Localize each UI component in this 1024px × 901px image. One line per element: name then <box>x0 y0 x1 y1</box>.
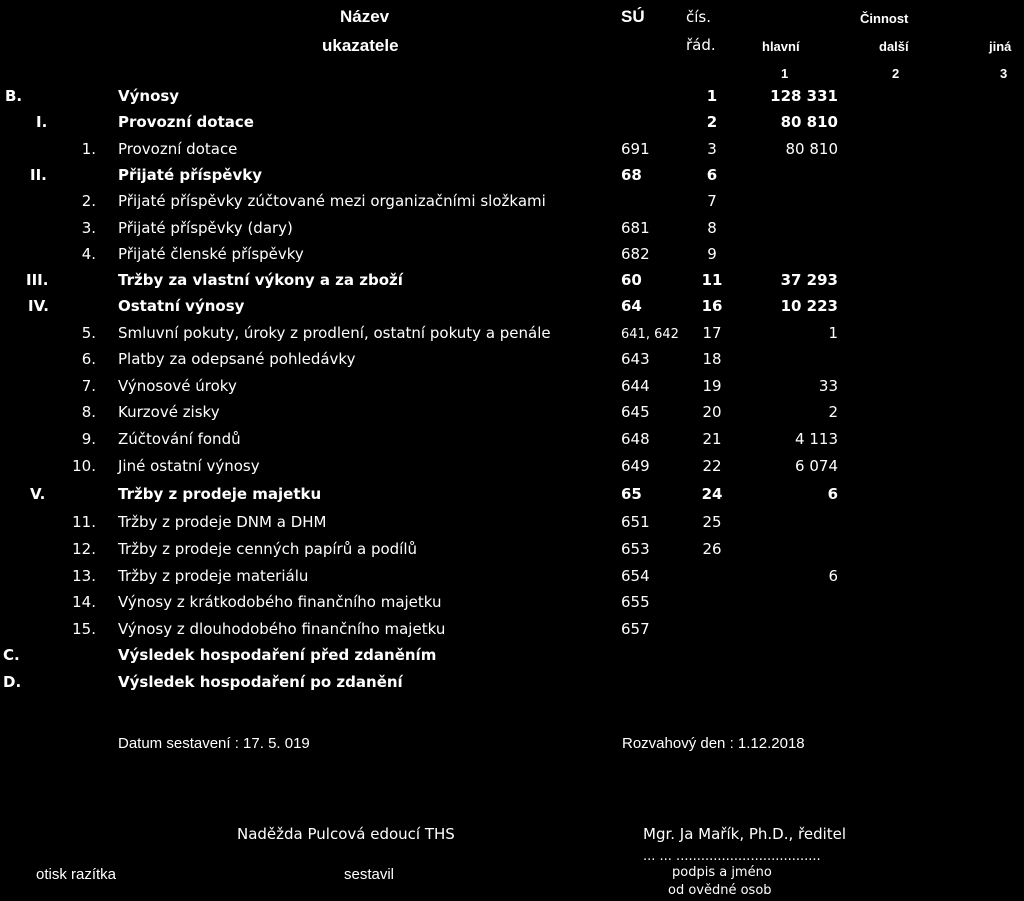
row-label: Výnosy z krátkodobého finančního majetku <box>118 593 442 611</box>
row-number: 15. <box>72 620 96 638</box>
row-su: 64 <box>621 297 642 315</box>
row-section-mark: V. <box>30 485 46 503</box>
row-su: 65 <box>621 485 642 503</box>
row-hlavni-value: 6 <box>827 485 838 503</box>
row-su: 653 <box>621 540 650 558</box>
row-number: 13. <box>72 567 96 585</box>
row-number: 2. <box>81 192 96 210</box>
otisk-razitka: otisk razítka <box>36 866 117 883</box>
podpis-label: podpis a jméno <box>672 865 772 880</box>
row-su: 682 <box>621 245 650 263</box>
row-su: 643 <box>621 350 650 368</box>
row-label: Kurzové zisky <box>118 403 220 421</box>
row-number: 10. <box>72 457 96 475</box>
row-su: 649 <box>621 457 650 475</box>
signature-dots: ... ... ................................... <box>643 849 821 864</box>
row-section-mark: I. <box>36 113 48 131</box>
row-rad: 25 <box>702 513 722 531</box>
row-number: 14. <box>72 593 96 611</box>
row-hlavni-value: 6 <box>828 567 838 585</box>
row-number: 5. <box>81 324 96 342</box>
header-rad: řád. <box>686 36 716 54</box>
header-su: SÚ <box>621 7 645 26</box>
row-label: Ostatní výnosy <box>118 297 245 315</box>
row-hlavni-value: 10 223 <box>780 297 838 315</box>
odpovedne-osoby-label: od ovědné osob <box>668 883 772 898</box>
row-rad: 20 <box>702 403 722 421</box>
row-hlavni-value: 1 <box>828 324 838 342</box>
row-label: Výsledek hospodaření před zdaněním <box>118 646 437 664</box>
row-label: Tržby z prodeje DNM a DHM <box>118 513 327 531</box>
row-number: 9. <box>81 430 96 448</box>
row-number: 11. <box>72 513 96 531</box>
row-label: Výsledek hospodaření po zdanění <box>118 673 403 691</box>
row-rad: 11 <box>701 271 723 289</box>
row-label: Přijaté členské příspěvky <box>118 245 304 263</box>
row-hlavni-value: 4 113 <box>795 430 838 448</box>
row-label: Tržby z prodeje materiálu <box>118 567 309 585</box>
row-su: 648 <box>621 430 650 448</box>
header-cinnost: Činnost <box>860 11 909 26</box>
row-number: 7. <box>81 377 96 395</box>
rozvahovy-den: Rozvahový den : 1.12.2018 <box>622 735 805 752</box>
row-su: 655 <box>621 593 650 611</box>
row-section-mark: IV. <box>28 297 49 315</box>
row-label: Provozní dotace <box>118 113 254 131</box>
row-label: Výnosy <box>118 87 180 105</box>
row-rad: 16 <box>701 297 723 315</box>
row-section-mark: B. <box>5 87 23 105</box>
row-label: Jiné ostatní výnosy <box>118 457 260 475</box>
datum-sestaveni: Datum sestavení : 17. 5. 019 <box>118 735 310 752</box>
row-rad: 24 <box>701 485 723 503</box>
row-rad: 22 <box>702 457 722 475</box>
row-hlavni-value: 37 293 <box>780 271 838 289</box>
row-hlavni-value: 33 <box>818 377 838 395</box>
row-su: 651 <box>621 513 650 531</box>
row-label: Přijaté příspěvky (dary) <box>118 219 293 237</box>
header-dalsi: další <box>879 39 909 54</box>
row-hlavni-value: 2 <box>828 403 838 421</box>
row-label: Výnosové úroky <box>118 377 237 395</box>
row-hlavni-value: 128 331 <box>770 87 838 105</box>
row-label: Tržby za vlastní výkony a za zboží <box>118 271 403 289</box>
row-number: 1. <box>81 140 96 158</box>
row-rad: 18 <box>702 350 722 368</box>
row-number: 3. <box>81 219 96 237</box>
row-section-mark: III. <box>26 271 49 289</box>
row-rad: 21 <box>702 430 722 448</box>
row-su: 645 <box>621 403 650 421</box>
row-su: 681 <box>621 219 650 237</box>
row-rad: 8 <box>707 219 717 237</box>
reditel-name: Mgr. Ja Mařík, Ph.D., ředitel <box>643 825 847 843</box>
row-number: 12. <box>72 540 96 558</box>
row-rad: 2 <box>706 113 718 131</box>
row-hlavni-value: 80 810 <box>780 113 838 131</box>
header-jina: jiná <box>989 39 1012 54</box>
row-su: 657 <box>621 620 650 638</box>
row-su: 654 <box>621 567 650 585</box>
row-label: Tržby z prodeje cenných papírů a podílů <box>118 540 418 558</box>
header-cis: čís. <box>686 8 711 26</box>
row-rad: 19 <box>702 377 722 395</box>
row-section-mark: D. <box>3 673 22 691</box>
header-nazev: Název <box>340 7 390 26</box>
sestavil-label: sestavil <box>344 866 395 883</box>
row-label: Přijaté příspěvky zúčtované mezi organizačními složkami <box>118 192 546 210</box>
row-rad: 6 <box>706 166 718 184</box>
row-rad: 7 <box>707 192 717 210</box>
header-col2: 2 <box>892 66 900 81</box>
row-section-mark: C. <box>3 646 20 664</box>
row-number: 6. <box>81 350 96 368</box>
row-label: Tržby z prodeje majetku <box>118 485 322 503</box>
row-label: Provozní dotace <box>118 140 238 158</box>
row-su: 644 <box>621 377 650 395</box>
header-col1: 1 <box>781 66 789 81</box>
row-su: 68 <box>621 166 642 184</box>
row-rad: 1 <box>706 87 718 105</box>
row-label: Výnosy z dlouhodobého finančního majetku <box>118 620 446 638</box>
row-rad: 26 <box>702 540 722 558</box>
row-label: Platby za odepsané pohledávky <box>118 350 356 368</box>
row-label: Přijaté příspěvky <box>118 166 263 184</box>
row-su: 60 <box>621 271 642 289</box>
row-label: Zúčtování fondů <box>118 430 241 448</box>
row-number: 8. <box>81 403 96 421</box>
row-label: Smluvní pokuty, úroky z prodlení, ostatní pokuty a penále <box>118 324 551 342</box>
row-su: 691 <box>621 140 650 158</box>
header-col3: 3 <box>1000 66 1008 81</box>
header-ukazatele: ukazatele <box>322 36 399 55</box>
row-hlavni-value: 6 074 <box>795 457 838 475</box>
row-rad: 17 <box>702 324 722 342</box>
header-hlavni: hlavní <box>762 39 800 54</box>
row-number: 4. <box>81 245 96 263</box>
row-hlavni-value: 80 810 <box>785 140 838 158</box>
row-section-mark: II. <box>30 166 47 184</box>
row-rad: 3 <box>707 140 717 158</box>
row-su: 641, 642 <box>621 327 679 342</box>
sestavil-name: Naděžda Pulcová edoucí THS <box>237 825 455 843</box>
row-rad: 9 <box>707 245 717 263</box>
